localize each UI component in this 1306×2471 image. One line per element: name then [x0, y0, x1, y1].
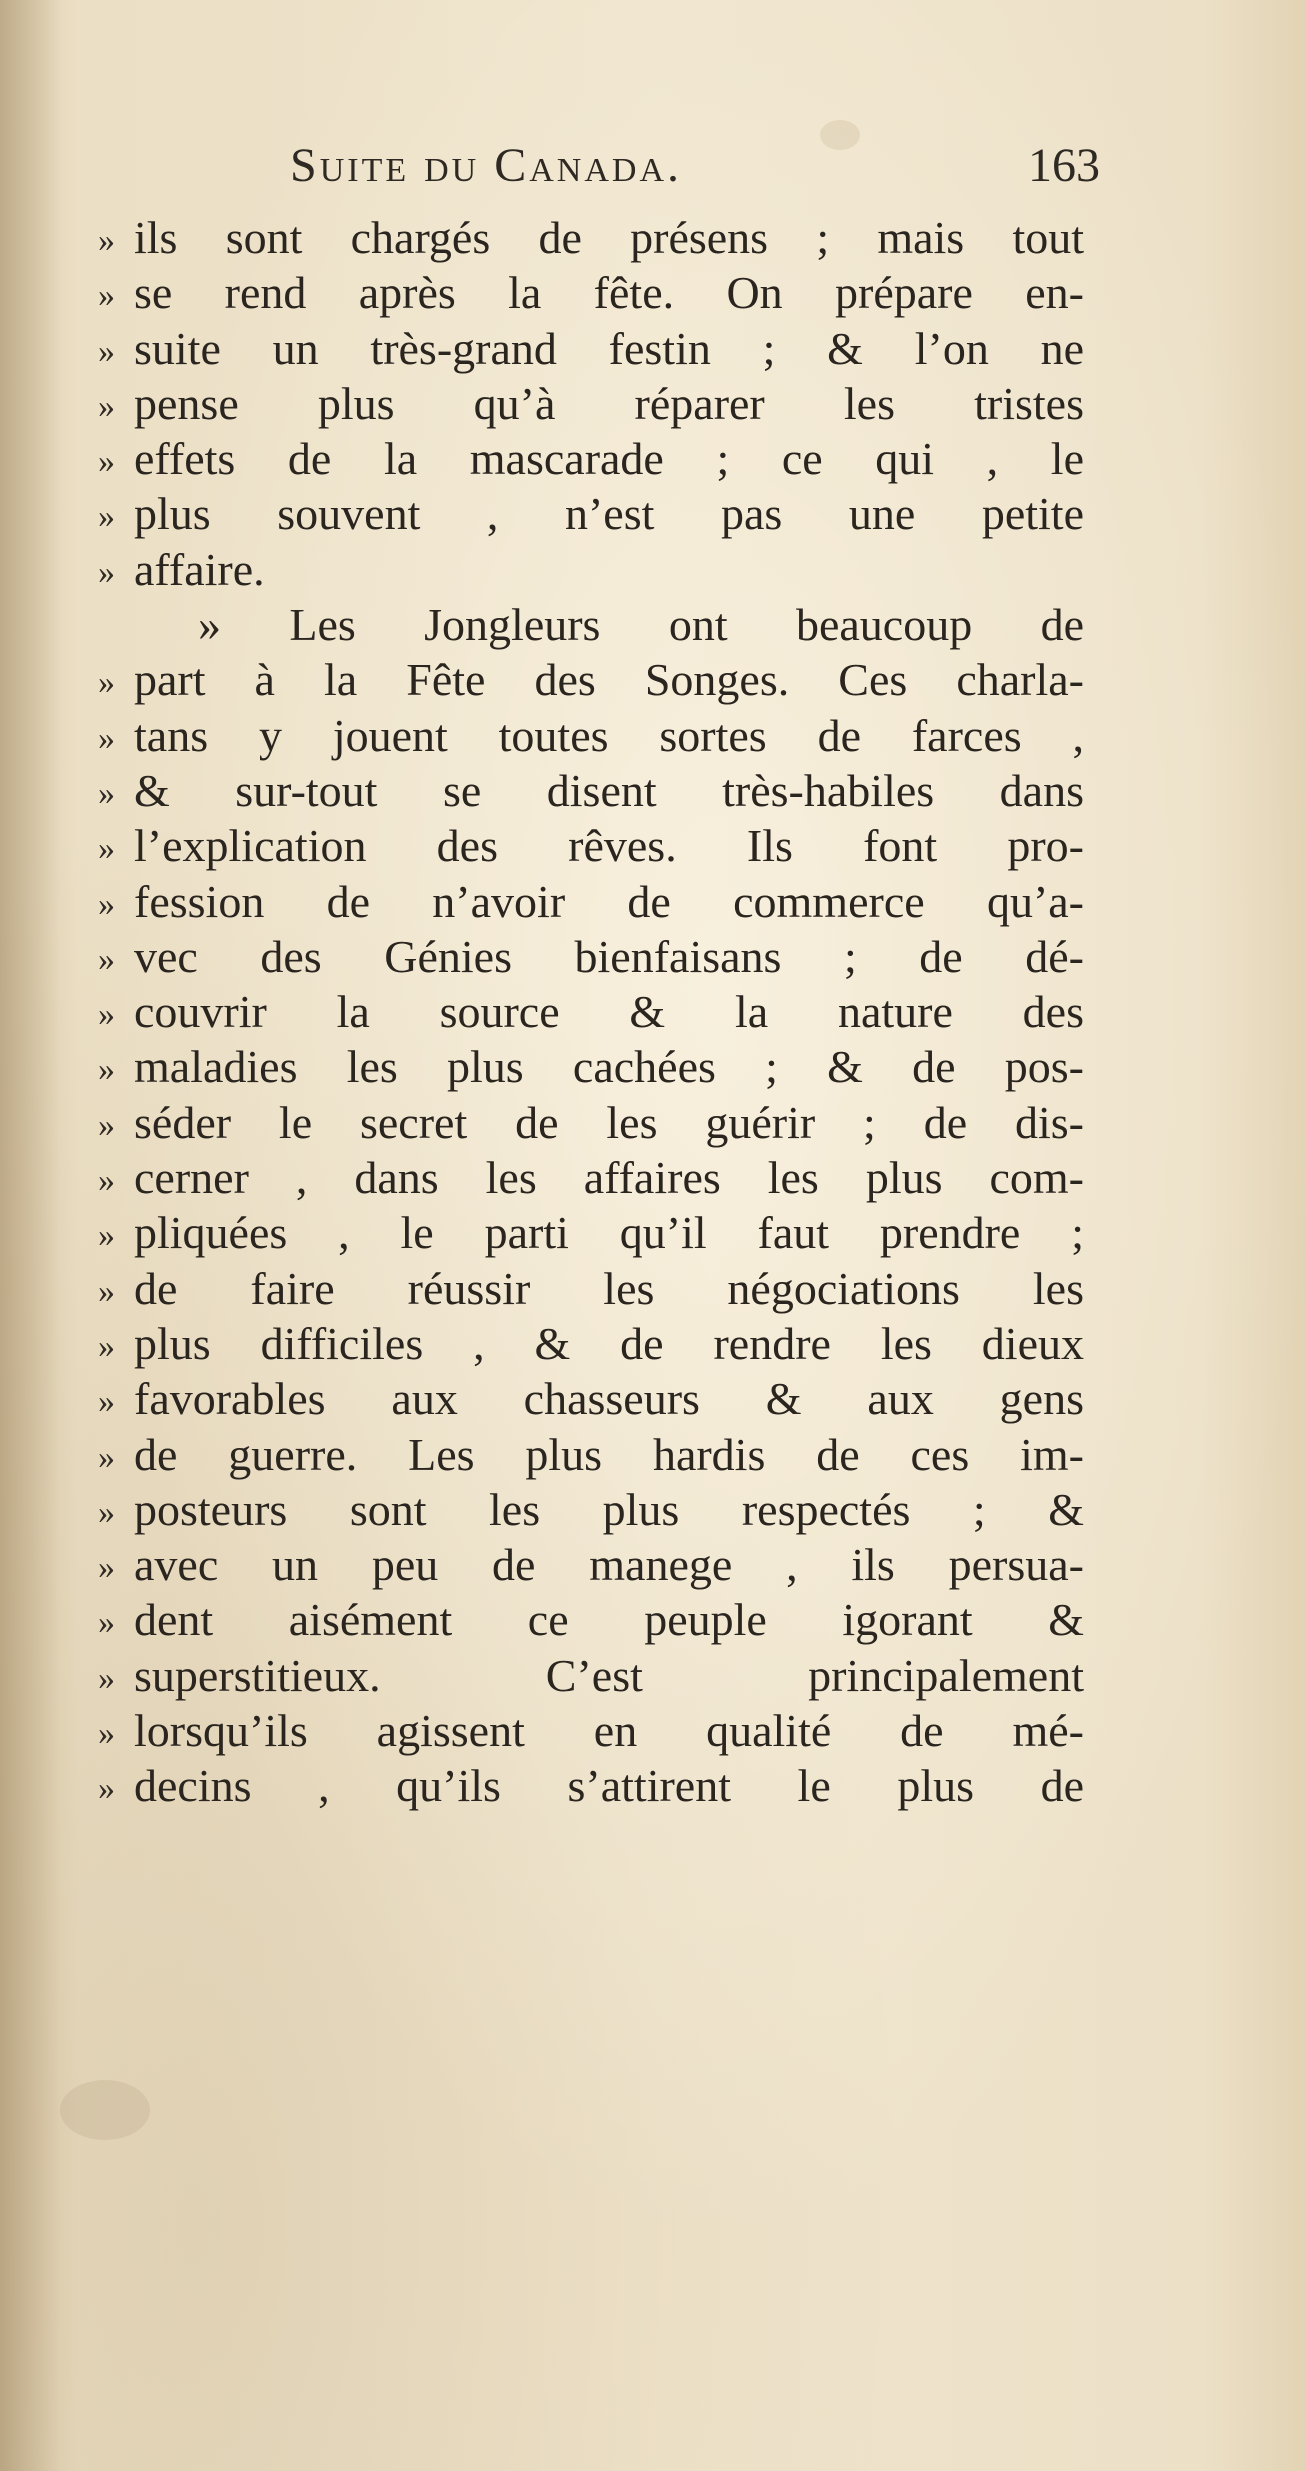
paper-stain: [60, 2080, 150, 2140]
text-line: [98, 542, 1088, 597]
quote-mark: »: [98, 222, 115, 259]
text-line: [98, 1371, 1088, 1426]
line-text: suite un très-grand festin ; & l’on ne: [134, 322, 1084, 374]
text-line: [98, 652, 1088, 707]
line-text: pliquées , le parti qu’il faut prendre ;: [134, 1207, 1084, 1259]
text-line: [98, 1261, 1088, 1316]
quote-mark: »: [98, 1438, 115, 1476]
quote-mark: »: [98, 1327, 115, 1365]
text-line: [98, 818, 1088, 873]
quote-mark: »: [98, 1217, 115, 1255]
text-line: [98, 1427, 1088, 1482]
line-text: & sur-tout se disent très-habiles dans: [134, 764, 1084, 816]
line-text: favorables aux chasseurs & aux gens: [134, 1373, 1084, 1425]
line-text: séder le secret de les guérir ; de dis-: [134, 1096, 1084, 1148]
text-line: [98, 376, 1088, 431]
text-line: [98, 1039, 1088, 1094]
line-text: part à la Fête des Songes. Ces charla-: [134, 654, 1084, 706]
text-line: [98, 1205, 1088, 1260]
quote-mark: »: [98, 1162, 115, 1200]
text-line: [98, 431, 1088, 486]
line-text: cerner , dans les affaires les plus com-: [134, 1152, 1084, 1204]
line-text: lorsqu’ils agissent en qualité de mé-: [134, 1705, 1084, 1757]
line-text: superstitieux. C’est principalement: [134, 1649, 1084, 1701]
quote-mark: »: [98, 1604, 115, 1642]
line-text: decins , qu’ils s’attirent le plus de: [134, 1760, 1084, 1812]
quote-mark: »: [98, 553, 115, 591]
line-text: effets de la mascarade ; ce qui , le: [134, 433, 1084, 485]
quote-mark: »: [98, 830, 115, 868]
running-head-title: Suite du Canada.: [290, 139, 682, 192]
quote-mark: »: [98, 940, 115, 978]
text-line: [98, 1648, 1088, 1703]
text-line: [98, 1482, 1088, 1537]
line-text: affaire.: [134, 543, 265, 595]
text-line: [98, 984, 1088, 1039]
line-text: posteurs sont les plus respectés ; &: [134, 1483, 1084, 1535]
line-text: se rend après la fête. On prépare en-: [134, 267, 1084, 319]
quote-mark: »: [98, 1106, 115, 1144]
line-text: plus souvent , n’est pas une petite: [134, 488, 1084, 540]
body-text: [98, 210, 1088, 1814]
quote-mark: »: [98, 1272, 115, 1310]
quote-mark: »: [98, 774, 115, 812]
line-text: fession de n’avoir de commerce qu’a-: [134, 875, 1084, 927]
quote-mark: »: [98, 1770, 115, 1808]
text-line: [98, 874, 1088, 929]
line-text: maladies les plus cachées ; & de pos-: [134, 1041, 1084, 1093]
text-line: [98, 763, 1088, 818]
page-number: 163: [1028, 139, 1100, 192]
text-line: [98, 1537, 1088, 1592]
quote-mark: »: [98, 1493, 115, 1531]
text-line: [98, 265, 1088, 320]
quote-mark: »: [98, 664, 115, 702]
quote-mark: »: [98, 332, 115, 370]
quote-mark: »: [98, 277, 115, 315]
quote-mark: »: [98, 443, 115, 481]
line-text: dent aisément ce peuple igorant &: [134, 1594, 1084, 1646]
line-text: tans y jouent toutes sortes de farces ,: [134, 709, 1084, 761]
text-line: [98, 1703, 1088, 1758]
text-line: [98, 1095, 1088, 1150]
line-text: plus difficiles , & de rendre les dieux: [134, 1317, 1084, 1369]
text-line: [98, 1758, 1088, 1813]
text-line: [98, 1316, 1088, 1371]
line-text: ils sont chargés de présens ; mais tout: [134, 212, 1084, 263]
text-line: [98, 210, 1088, 265]
quote-mark: »: [98, 1659, 115, 1697]
quote-mark: »: [98, 885, 115, 923]
line-text: » Les Jongleurs ont beaucoup de: [198, 599, 1084, 651]
quote-mark: »: [98, 719, 115, 757]
line-text: vec des Génies bienfaisans ; de dé-: [134, 930, 1084, 982]
text-line: [98, 486, 1088, 541]
line-text: pense plus qu’à réparer les tristes: [134, 377, 1084, 429]
running-head: [290, 138, 1130, 208]
line-text: de faire réussir les négociations les: [134, 1262, 1084, 1314]
quote-mark: »: [98, 1715, 115, 1753]
line-text: de guerre. Les plus hardis de ces im-: [134, 1428, 1084, 1480]
quote-mark: »: [98, 387, 115, 425]
text-line: [98, 321, 1088, 376]
text-line: [98, 597, 1088, 652]
quote-mark: »: [98, 1383, 115, 1421]
line-text: l’explication des rêves. Ils font pro-: [134, 820, 1084, 872]
text-line: [98, 1592, 1088, 1647]
text-line: [98, 929, 1088, 984]
gutter-shadow: [0, 0, 60, 2471]
quote-mark: »: [98, 498, 115, 536]
quote-mark: »: [98, 996, 115, 1034]
line-text: avec un peu de manege , ils persua-: [134, 1539, 1084, 1591]
line-text: couvrir la source & la nature des: [134, 986, 1084, 1038]
quote-mark: »: [98, 1549, 115, 1587]
text-line: [98, 1150, 1088, 1205]
quote-mark: »: [98, 1051, 115, 1089]
text-line: [98, 708, 1088, 763]
